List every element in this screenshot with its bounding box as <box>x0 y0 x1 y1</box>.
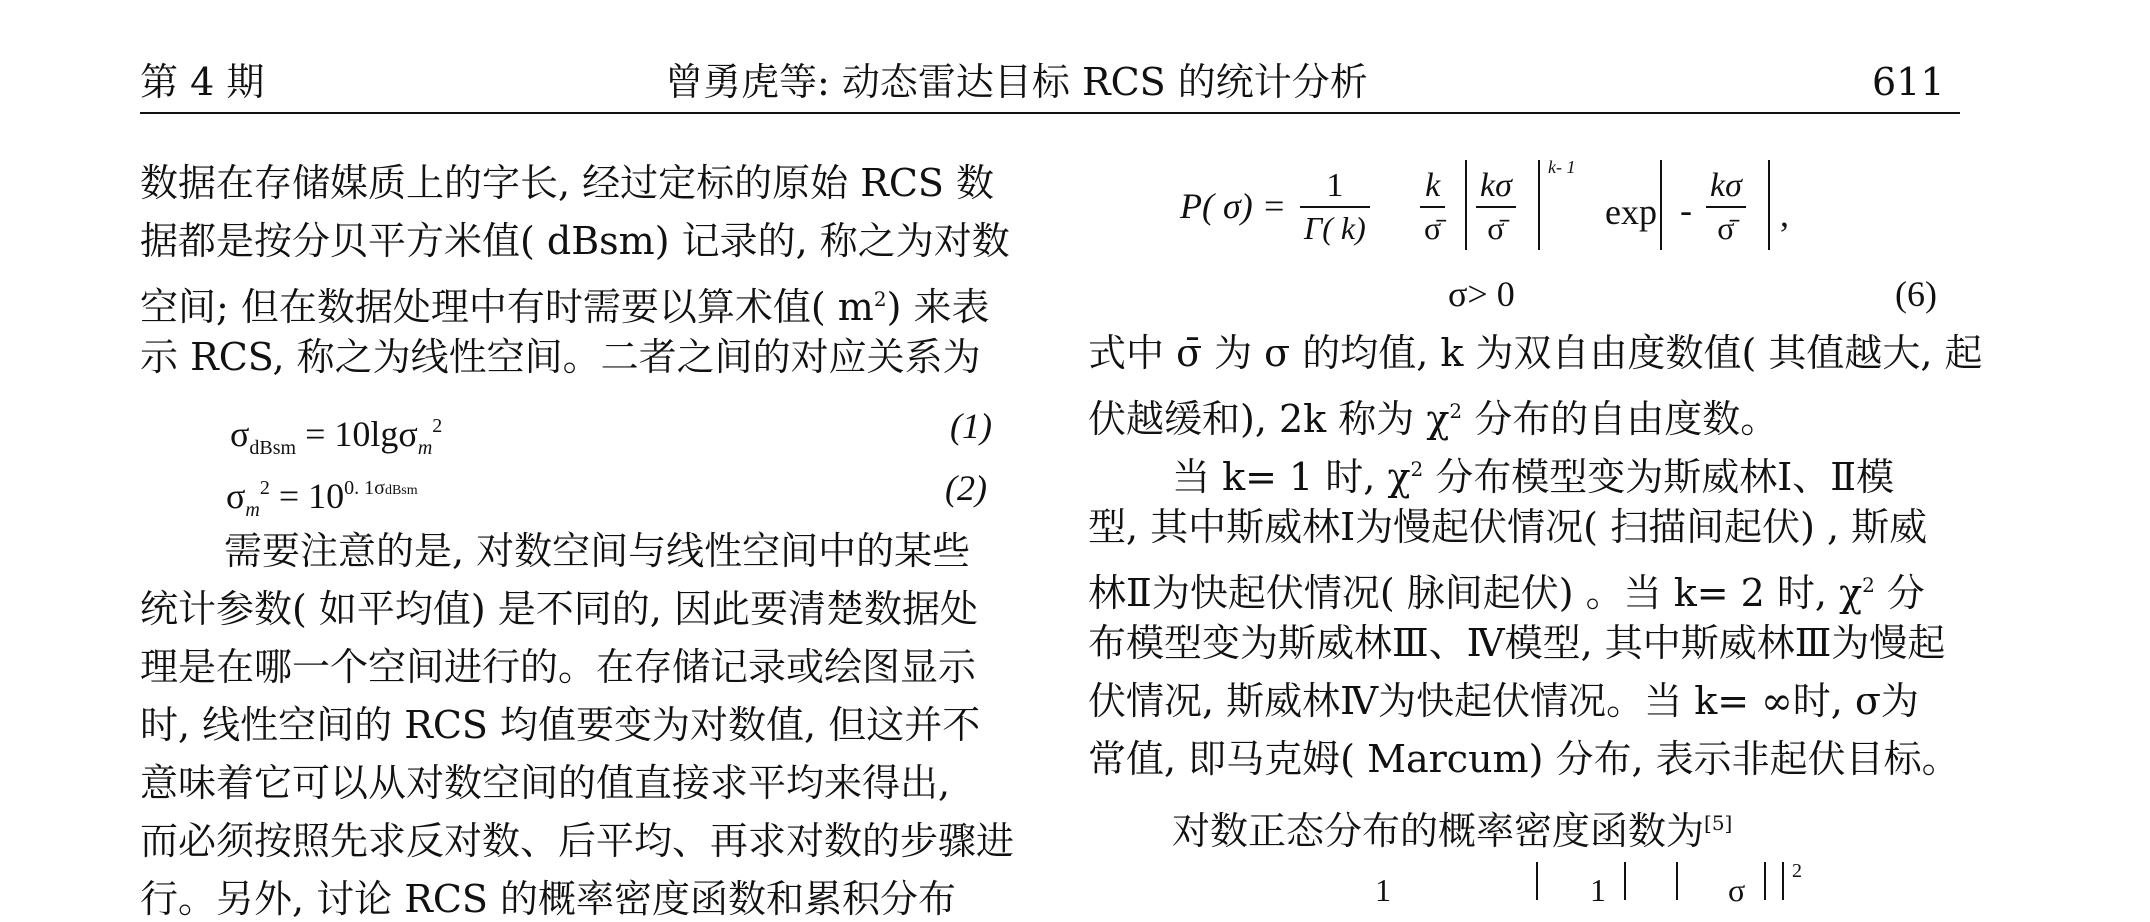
equation-2-number: (2) <box>945 468 987 508</box>
page-number: 611 <box>1872 60 1945 104</box>
equation-6-lhs: P( σ) = <box>1180 186 1287 226</box>
text-line: 对数正态分布的概率密度函数为[5] <box>1172 809 1733 853</box>
text-line: 布模型变为斯威林Ⅲ、Ⅳ模型, 其中斯威林Ⅲ为慢起 <box>1088 621 1946 665</box>
text-line: 而必须按照先求反对数、后平均、再求对数的步骤进 <box>140 819 1015 863</box>
equation-6-condition: σ> 0 <box>1448 274 1515 314</box>
equation-7-fragment: 1 <box>1590 872 1606 908</box>
equation-1-number: (1) <box>950 406 992 446</box>
equation-6-fraction: $\frac{k}{\sigmā}$ <box>1420 166 1445 248</box>
text-line: 统计参数( 如平均值) 是不同的, 因此要清楚数据处 <box>140 587 978 631</box>
equation-6-fraction: $\frac{1}{\Gamma( k)}$ <box>1300 166 1370 248</box>
text-line: 理是在哪一个空间进行的。在存储记录或绘图显示 <box>140 645 977 689</box>
minus-sign: - <box>1680 190 1692 230</box>
bracket-right <box>1782 862 1784 900</box>
text-line: 时, 线性空间的 RCS 均值要变为对数值, 但这并不 <box>140 703 981 747</box>
text-line: 示 RCS, 称之为线性空间。二者之间的对应关系为 <box>140 335 981 379</box>
text-line: 式中 σ̄ 为 σ 的均值, k 为双自由度数值( 其值越大, 起 <box>1088 331 1983 375</box>
issue-label: 第 4 期 <box>140 60 265 104</box>
text-line: 型, 其中斯威林Ⅰ为慢起伏情况( 扫描间起伏) , 斯威 <box>1088 505 1928 549</box>
bracket-left <box>1676 862 1678 900</box>
text-line: 空间; 但在数据处理中有时需要以算术值( $m^2$) 来表 <box>140 285 990 329</box>
equation-7-fragment: σ <box>1728 872 1746 908</box>
equation-6-number: (6) <box>1895 274 1937 314</box>
text-line: 常值, 即马克姆( Marcum) 分布, 表示非起伏目标。 <box>1088 737 1960 781</box>
text-line: 数据在存储媒质上的字长, 经过定标的原始 RCS 数 <box>140 161 995 205</box>
citation: [5] <box>1704 811 1733 835</box>
bracket-right <box>1768 160 1770 250</box>
header-rule <box>140 112 1960 114</box>
exp-label: exp <box>1605 192 1657 232</box>
equation-2: $\sigma_m^2 = 10^{0. 1\sigma dBsm}$ <box>226 476 418 521</box>
equation-7-fragment: 1 <box>1375 872 1391 908</box>
bracket-right <box>1538 160 1540 250</box>
text-line: 需要注意的是, 对数空间与线性空间中的某些 <box>224 529 971 573</box>
bracket-left <box>1465 160 1467 250</box>
running-title: 曾勇虎等: 动态雷达目标 RCS 的统计分析 <box>665 60 1368 104</box>
text-line: 行。另外, 讨论 RCS 的概率密度函数和累积分布 <box>140 877 957 921</box>
equation-6-fraction: $\frac{k\sigma}{\sigmā}$ <box>1706 166 1746 248</box>
bracket-right <box>1764 862 1766 900</box>
text-line: 意味着它可以从对数空间的值直接求平均来得出, <box>140 761 951 805</box>
comma: , <box>1780 194 1789 234</box>
text-line: 伏越缓和), 2k 称为 $\chi^2$ 分布的自由度数。 <box>1088 397 1779 441</box>
text-line: 当 k= 1 时, $\chi^2$ 分布模型变为斯威林Ⅰ、Ⅱ模 <box>1172 455 1895 499</box>
bracket-right <box>1624 862 1626 900</box>
exponent: k- 1 <box>1548 157 1576 177</box>
equation-1: $\sigma_{dBsm} = 10\lg\sigma_m^2$ <box>230 414 443 459</box>
bracket-left <box>1536 862 1538 900</box>
text-line: 林Ⅱ为快起伏情况( 脉间起伏) 。当 k= 2 时, $\chi^2$ 分 <box>1088 571 1925 615</box>
equation-7-exponent: 2 <box>1792 860 1802 882</box>
equation-6-fraction: $\frac{k\sigma}{\sigmā}$ <box>1476 166 1516 248</box>
bracket-left <box>1660 160 1662 250</box>
text-line: 伏情况, 斯威林Ⅳ为快起伏情况。当 k= ∞时, σ为 <box>1088 679 1919 723</box>
text-line: 据都是按分贝平方米值( dBsm) 记录的, 称之为对数 <box>140 219 1010 263</box>
